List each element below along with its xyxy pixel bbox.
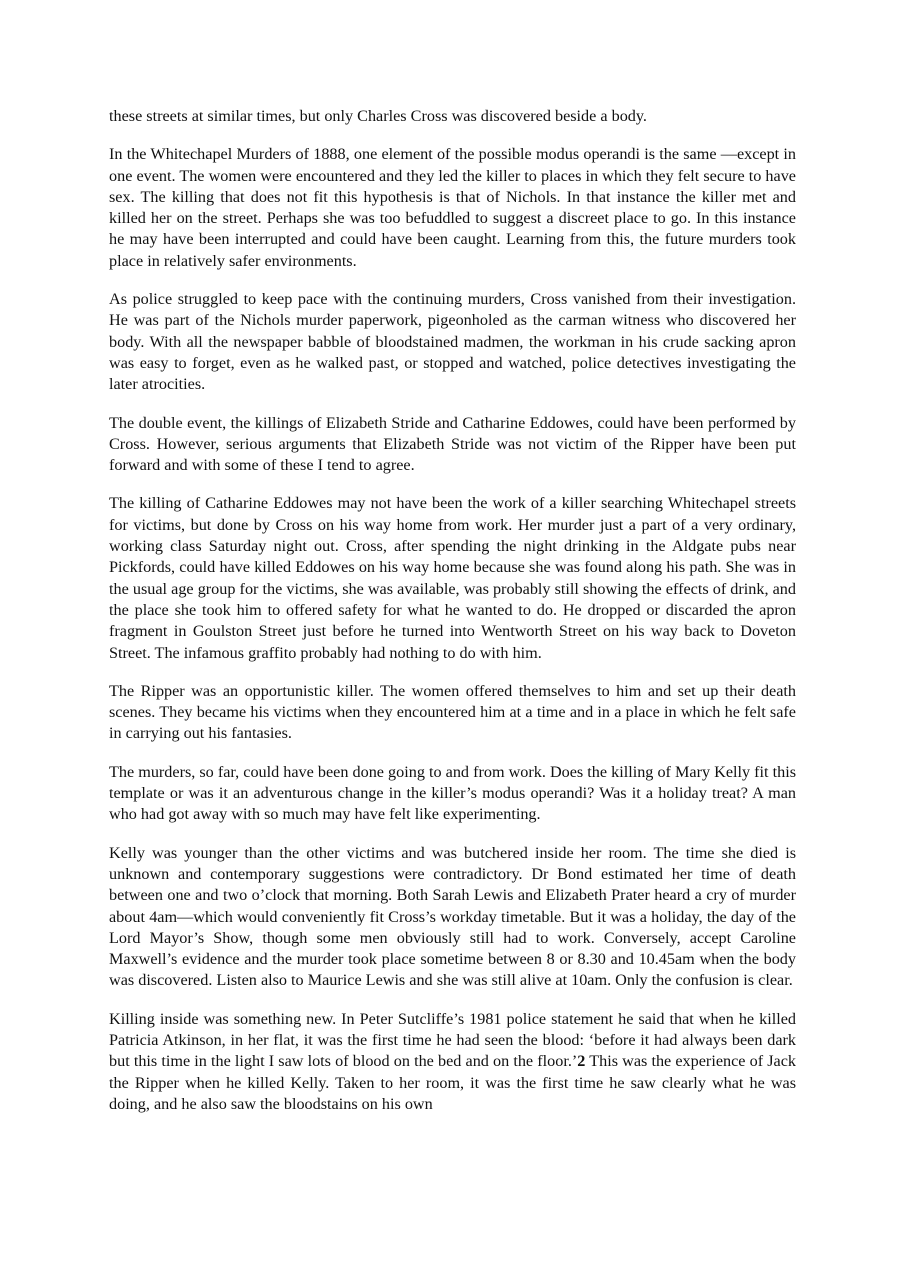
paragraph-6: The Ripper was an opportunistic killer. The women offered themselves to him and set up their death scenes. They became his victims when they encountered him at a time and in a place in which he felt safe in carrying out his fantasies. xyxy=(109,681,796,743)
paragraph-1: these streets at similar times, but only Charles Cross was discovered beside a body. xyxy=(109,107,647,125)
paragraph-2: In the Whitechapel Murders of 1888, one element of the possible modus operandi is the same —except in one event. The women were encountered and they led the killer to places in which they felt secure to have sex. The killing that does not fit this hypothesis is that of Nichols. In that instance the killer met and killed her on the street. Perhaps she was too befuddled to suggest a discreet place to go. In this instance he may have been interrupted and could have been caught. Learning from this, the future murders took place in relatively safer environments. xyxy=(109,145,796,270)
paragraph-5: The killing of Catharine Eddowes may not have been the work of a killer searching Whitechapel streets for victims, but done by Cross on his way home from work. Her murder just a part of a very ordinary, working class Saturday night out. Cross, after spending the night drinking in the Aldgate pubs near Pickfords, could have killed Eddowes on his way home because she was found along his path. She was in the usual age group for the victims, she was available, was probably still showing the effects of drink, and the place she took him to offered safety for what he wanted to do. He dropped or discarded the apron fragment in Goulston Street just before he turned into Wentworth Street on his way back to Doveton Street. The infamous graffito probably had nothing to do with him. xyxy=(109,494,796,662)
paragraph-4: The double event, the killings of Elizabeth Stride and Catharine Eddowes, could have been performed by Cross. However, serious arguments that Elizabeth Stride was not victim of the Ripper have been put forward and with some of these I tend to agree. xyxy=(109,413,796,475)
footnote-reference[interactable]: 2 xyxy=(577,1052,586,1071)
document-page xyxy=(109,106,796,1132)
paragraph-9 xyxy=(109,1009,796,1115)
paragraph-9-text-end: This was the experience of Jack the Ripper when he killed Kelly. Taken to her room, it was the first time he saw clearly what he was doing, and he also saw the bloodstains on his own xyxy=(109,1052,796,1113)
paragraph-9-text-start: Killing inside was something new. In Peter Sutcliffe’s 1981 police statement he said that when he killed Patricia Atkinson, in her flat, it was the first time he had seen the blood: ‘before it had always been dark but this time in the light I saw lots of blood on the bed and on the floor.’ xyxy=(109,1009,796,1071)
paragraph-8: Kelly was younger than the other victims and was butchered inside her room. The time she died is unknown and contemporary suggestions were contradictory. Dr Bond estimated her time of death between one and two o’clock that morning. Both Sarah Lewis and Elizabeth Prater heard a cry of murder about 4am—which would conveniently fit Cross’s workday timetable. But it was a holiday, the day of the Lord Mayor’s Show, though some men obviously still had to work. Conversely, accept Caroline Maxwell’s evidence and the murder took place sometime between 8 or 8.30 and 10.45am when the body was discovered. Listen also to Maurice Lewis and she was still alive at 10am. Only the confusion is clear. xyxy=(109,843,796,990)
paragraph-7: The murders, so far, could have been done going to and from work. Does the killing of Mary Kelly fit this template or was it an adventurous change in the killer’s modus operandi? Was it a holiday treat? A man who had got away with so much may have felt like experimenting. xyxy=(109,762,796,824)
paragraph-3: As police struggled to keep pace with the continuing murders, Cross vanished from their investigation. He was part of the Nichols murder paperwork, pigeonholed as the carman witness who discovered her body. With all the newspaper babble of bloodstained madmen, the workman in his crude sacking apron was easy to forget, even as he walked past, or stopped and watched, police detectives investigating the later atrocities. xyxy=(109,290,796,394)
